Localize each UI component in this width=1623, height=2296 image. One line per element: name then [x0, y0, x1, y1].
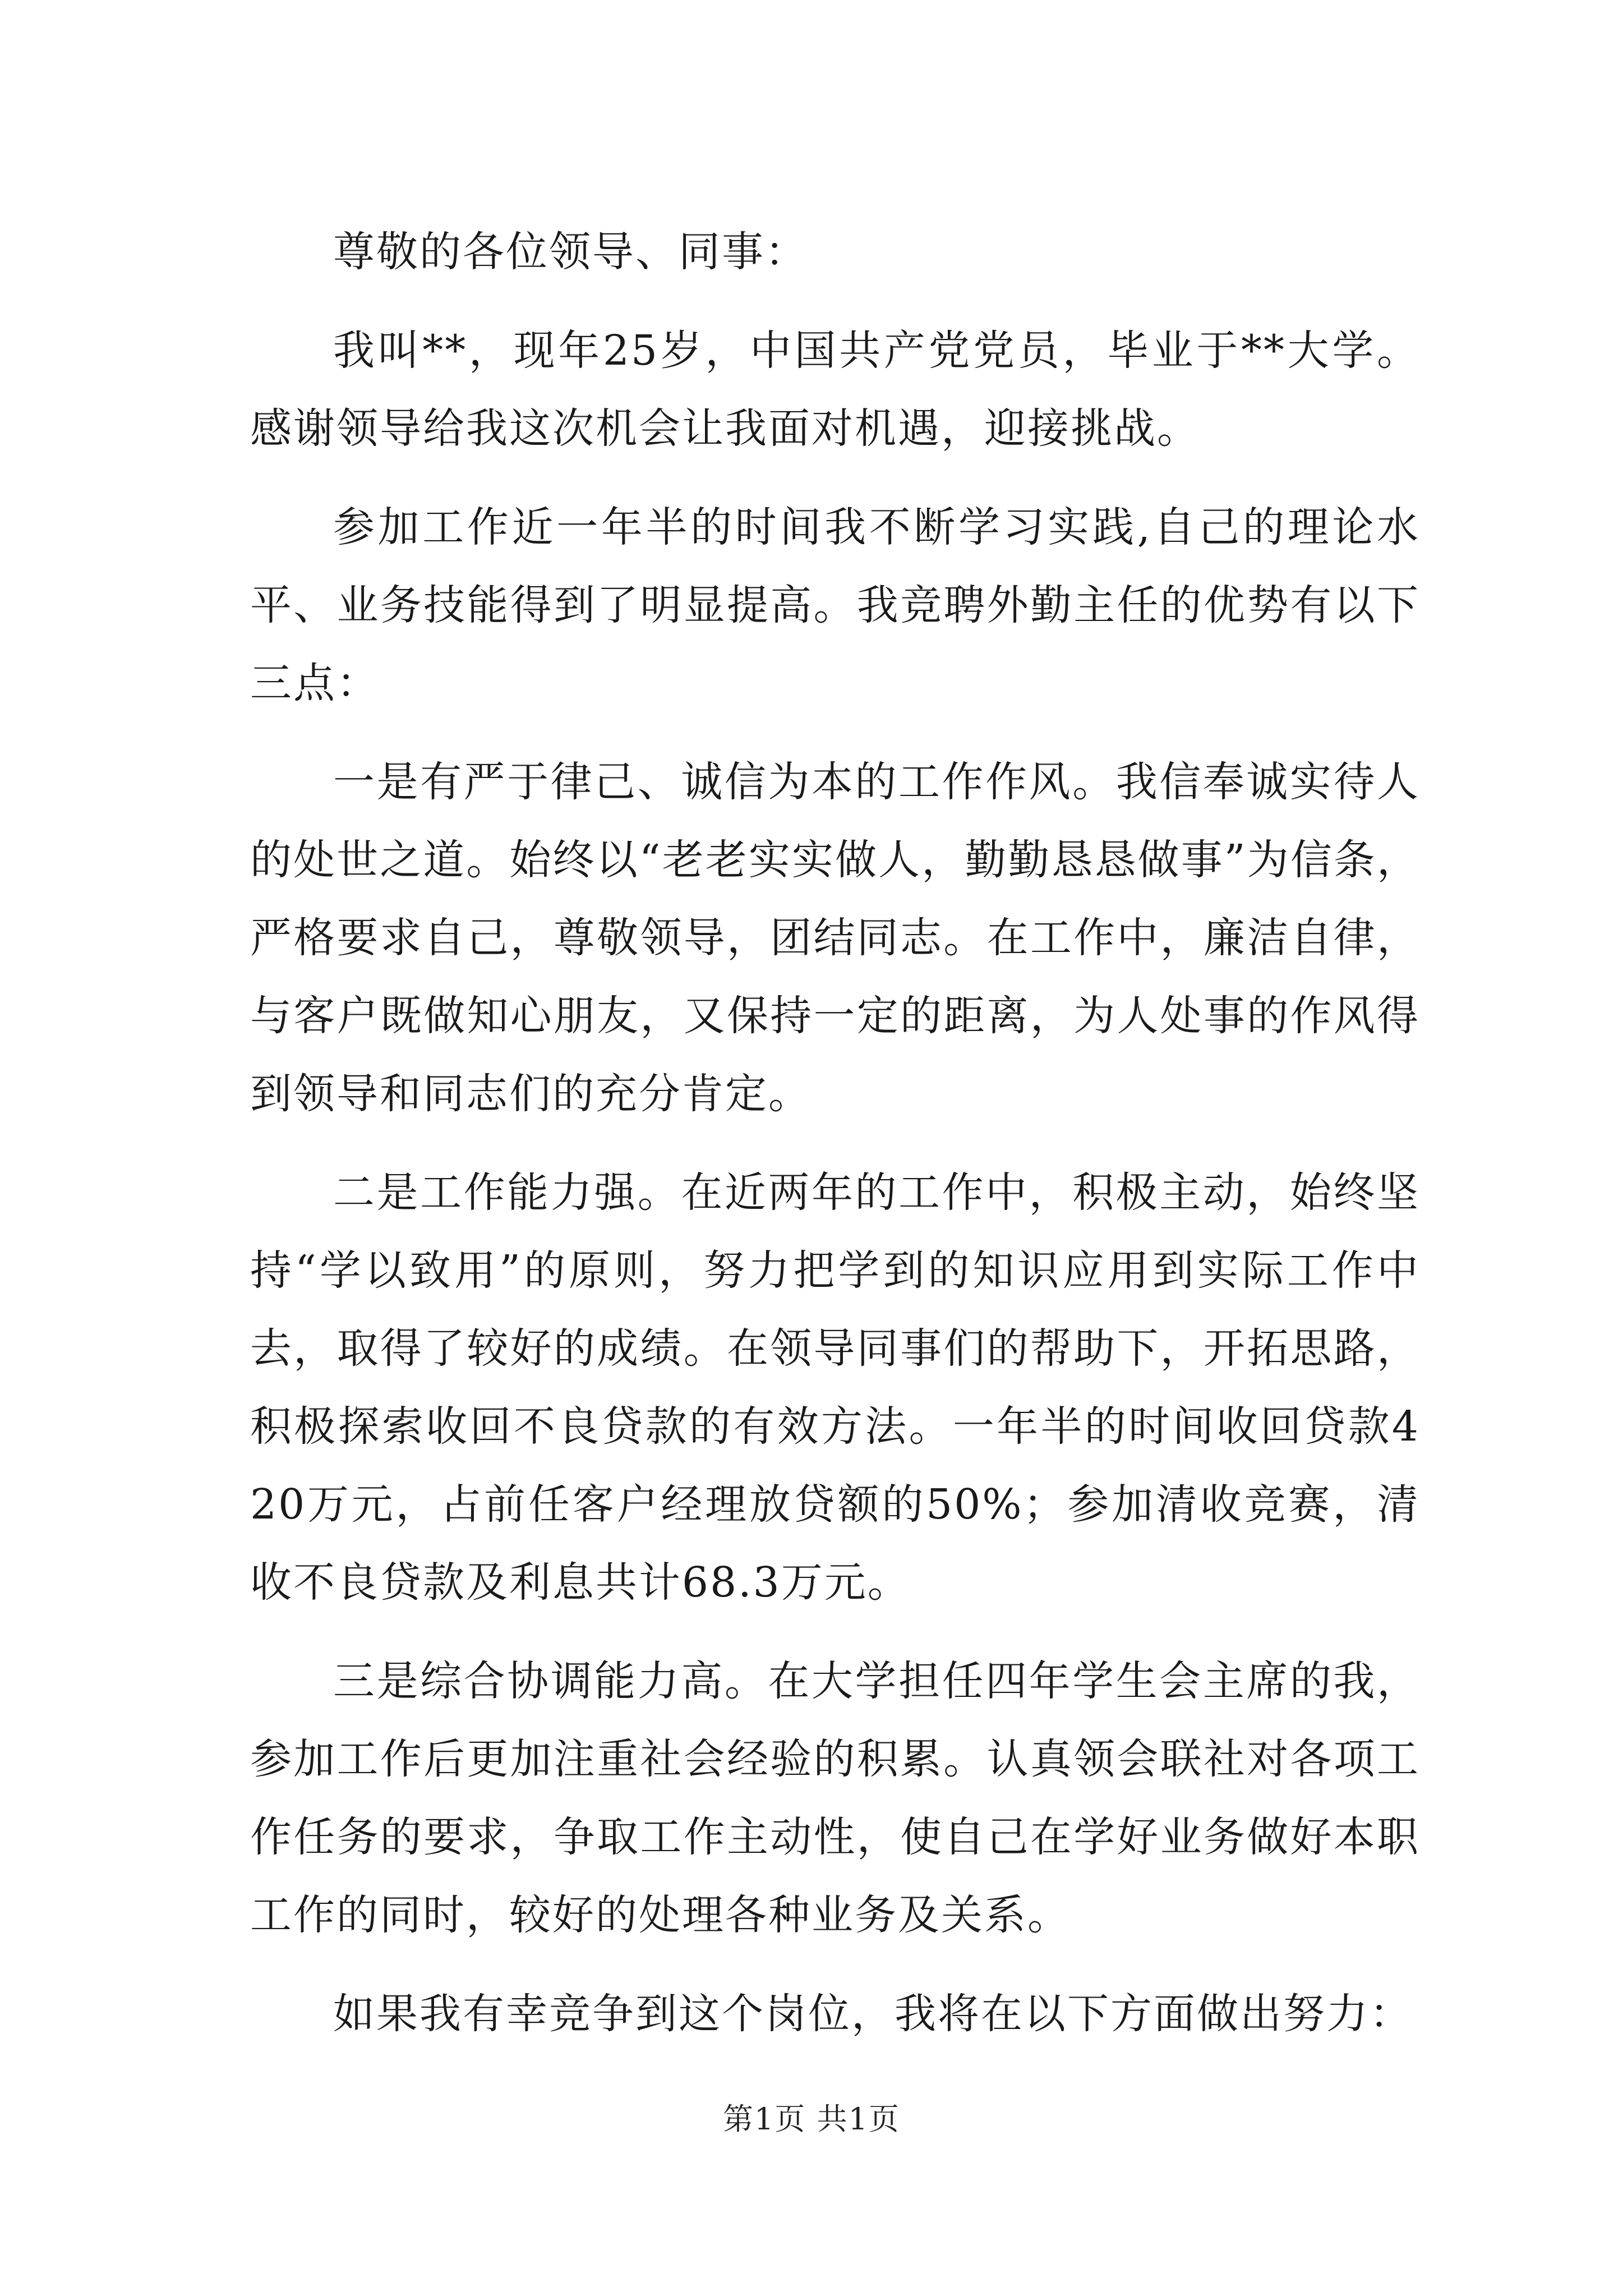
salutation: 尊敬的各位领导、同事： — [333, 228, 808, 276]
paragraph-overview: 参加工作近一年半的时间我不断学习实践,自己的理论水平、业务技能得到了明显提高。我竞聘外勤主任的优势有以下三点： — [250, 503, 1420, 707]
document-body — [250, 213, 1420, 2053]
paragraph-point-three: 三是综合协调能力高。在大学担任四年学生会主席的我，参加工作后更加注重社会经验的积累。认真领会联社对各项工作任务的要求，争取工作主动性，使自己在学好业务做好本职工作的同时，较好的处理各种业务及关系。 — [250, 1657, 1420, 1939]
paragraph-commitment: 如果我有幸竞争到这个岗位，我将在以下方面做出努力： — [333, 1990, 1413, 2038]
paragraph-point-one: 一是有严于律己、诚信为本的工作作风。我信奉诚实待人的处世之道。始终以“老老实实做人，勤勤恳恳做事”为信条，严格要求自己，尊敬领导，团结同志。在工作中，廉洁自律，与客户既做知心朋友，又保持一定的距离，为人处事的作风得到领导和同志们的充分肯定。 — [250, 758, 1420, 1118]
paragraph-point-two: 二是工作能力强。在近两年的工作中，积极主动，始终坚持“学以致用”的原则，努力把学到的知识应用到实际工作中去，取得了较好的成绩。在领导同事们的帮助下，开拓思路，积极探索收回不良贷款的有效方法。一年半的时间收回贷款420万元，占前任客户经理放贷额的50%；参加清收竞赛，清收不良贷款及利息共计68.3万元。 — [250, 1168, 1420, 1607]
paragraph-introduction: 我叫**，现年25岁，中国共产党党员，毕业于**大学。感谢领导给我这次机会让我面对机遇，迎接挑战。 — [250, 326, 1420, 453]
page-footer: 第1页 共1页 — [723, 2101, 900, 2137]
